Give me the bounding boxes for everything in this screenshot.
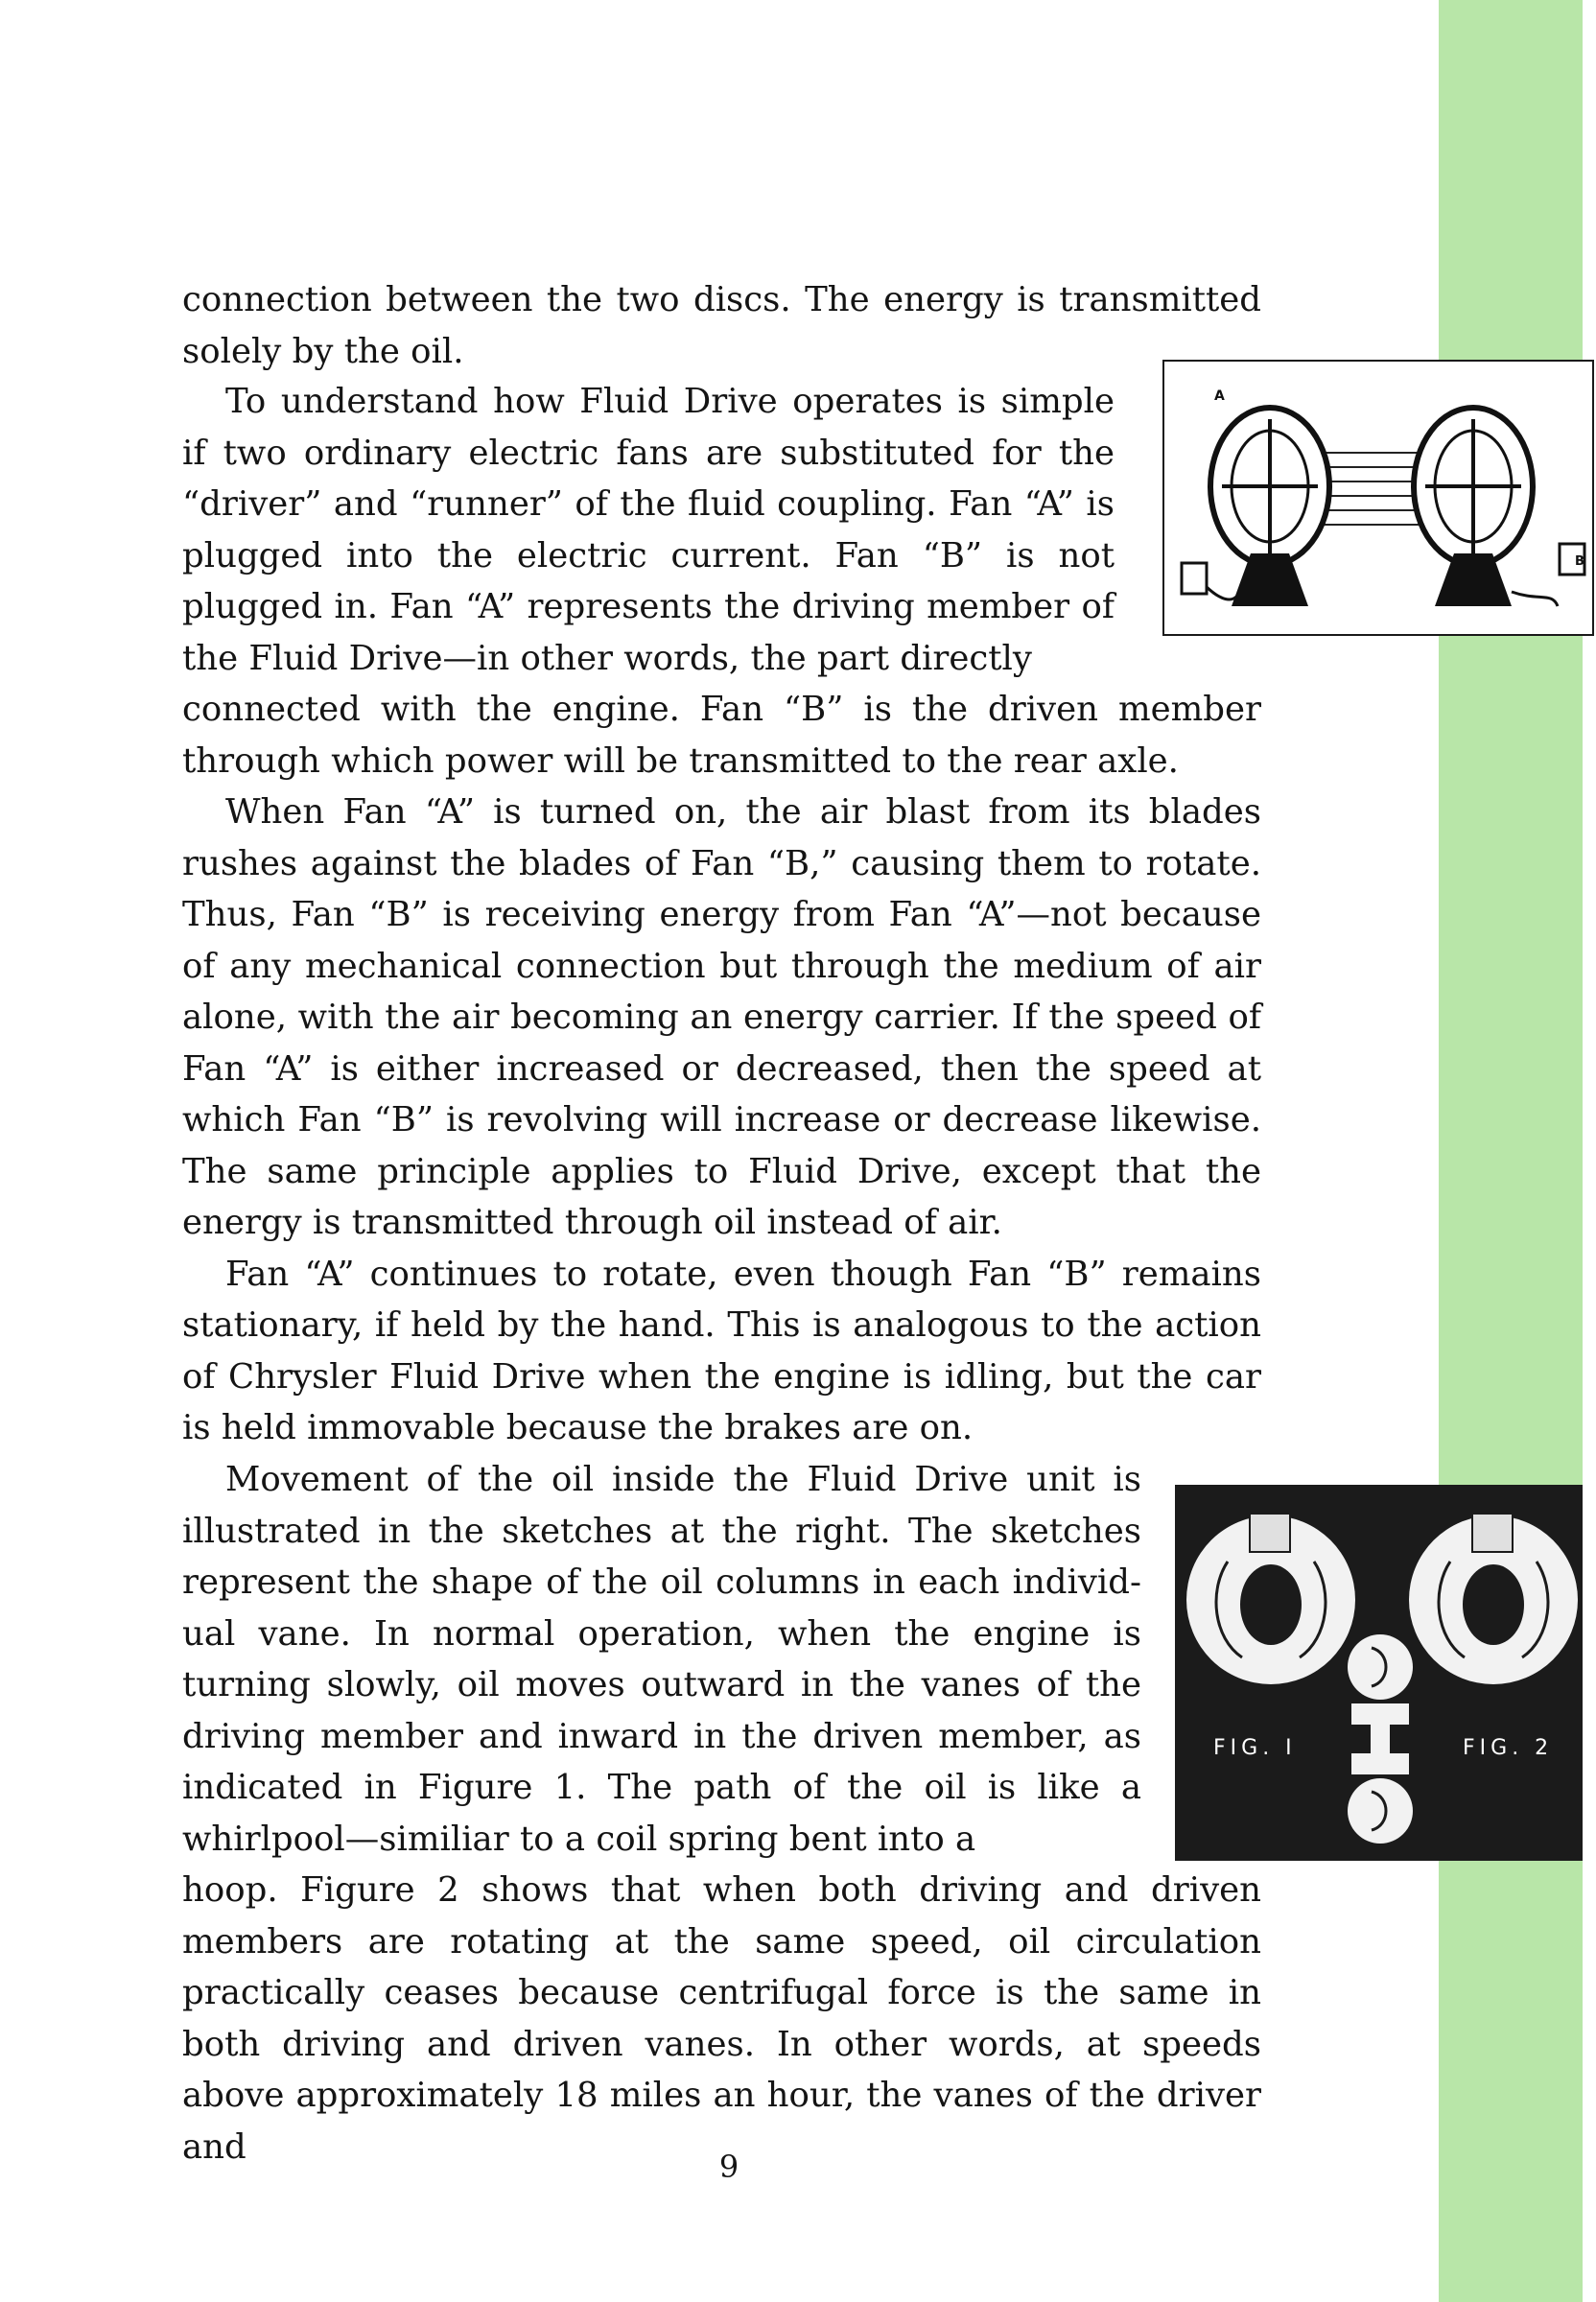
fluid-drive-vanes-illustration bbox=[1175, 1485, 1583, 1861]
page-number: 9 bbox=[718, 2149, 739, 2185]
fan-b-label: B bbox=[1575, 554, 1584, 569]
fans-drawing bbox=[1164, 362, 1596, 638]
paragraph-4: Fan “A” continues to rotate, even though Fan “B” remains stationary, if held by the hand. This is analogous to the action of Chrysler Fluid Drive when the engine is idling, but the car is held immovable because the brakes are on. bbox=[182, 1254, 1261, 1447]
fig2-caption: FIG. 2 bbox=[1463, 1736, 1554, 1760]
page-edge-green-strip bbox=[1439, 0, 1583, 2302]
fig1-caption: FIG. I bbox=[1213, 1736, 1297, 1760]
text-block-fans bbox=[182, 376, 1115, 684]
vanes-drawing bbox=[1175, 1485, 1583, 1861]
coupling-cross-section-icon bbox=[1348, 1634, 1413, 1844]
fig1-vane-ring-icon bbox=[1186, 1514, 1355, 1684]
text-block-vanes bbox=[182, 1454, 1141, 1865]
paragraph-2: To understand how Fluid Drive operates is simple if two ordinary electric fans are substituted for the “driver” and “runner” of the fluid coupling. Fan “A” is plugged into the electric current. Fan “B” is not plugged in. Fan “A” represents the driving member of the Fluid Drive—in other words, the part directly bbox=[182, 382, 1115, 678]
fan-b-icon bbox=[1414, 408, 1584, 606]
fig2-vane-ring-icon bbox=[1409, 1514, 1578, 1684]
text-block-top bbox=[182, 274, 1261, 377]
electric-fans-illustration bbox=[1162, 360, 1594, 636]
text-block-bottom bbox=[182, 1865, 1261, 2173]
fan-a-label: A bbox=[1214, 388, 1225, 404]
paragraph-5: Movement of the oil inside the Fluid Drive unit is illustrated in the sketches at the right. The sketches represent the shape of the oil columns in each individual vane. In normal operation, when the engine is turning slowly, oil moves outward in the vanes of the driving member and inward in the driven member, as indicated in Figure 1. The path of the oil is like a whirlpool—similiar to a coil spring bent into a bbox=[182, 1460, 1141, 1859]
text-block-middle bbox=[182, 684, 1261, 1454]
paragraph-1: connection between the two discs. The energy is transmitted solely by the oil. bbox=[182, 280, 1261, 371]
fan-a-icon bbox=[1182, 408, 1329, 606]
paragraph-2-continued: connected with the engine. Fan “B” is the driven member through which power will be transmitted to the rear axle. bbox=[182, 690, 1261, 781]
paragraph-3: When Fan “A” is turned on, the air blast from its blades rushes against the blades of Fan “B,” causing them to rotate. Thus, Fan “B” is receiving energy from Fan “A”—not because of any mechanical connection but through the medium of air alone, with the air becoming an energy carrier. If the speed of Fan “A” is either increased or decreased, then the speed at which Fan “B” is revolving will increase or decrease likewise. The same principle applies to Fluid Drive, except that the energy is transmitted through oil instead of air. bbox=[182, 792, 1261, 1242]
paragraph-5-continued: hoop. Figure 2 shows that when both driving and driven members are rotating at the same speed, oil circulation practically ceases because centrifugal force is the same in both driving and driven vanes. In other words, at speeds above approximately 18 miles an hour, the vanes of the driver and bbox=[182, 1870, 1261, 2167]
